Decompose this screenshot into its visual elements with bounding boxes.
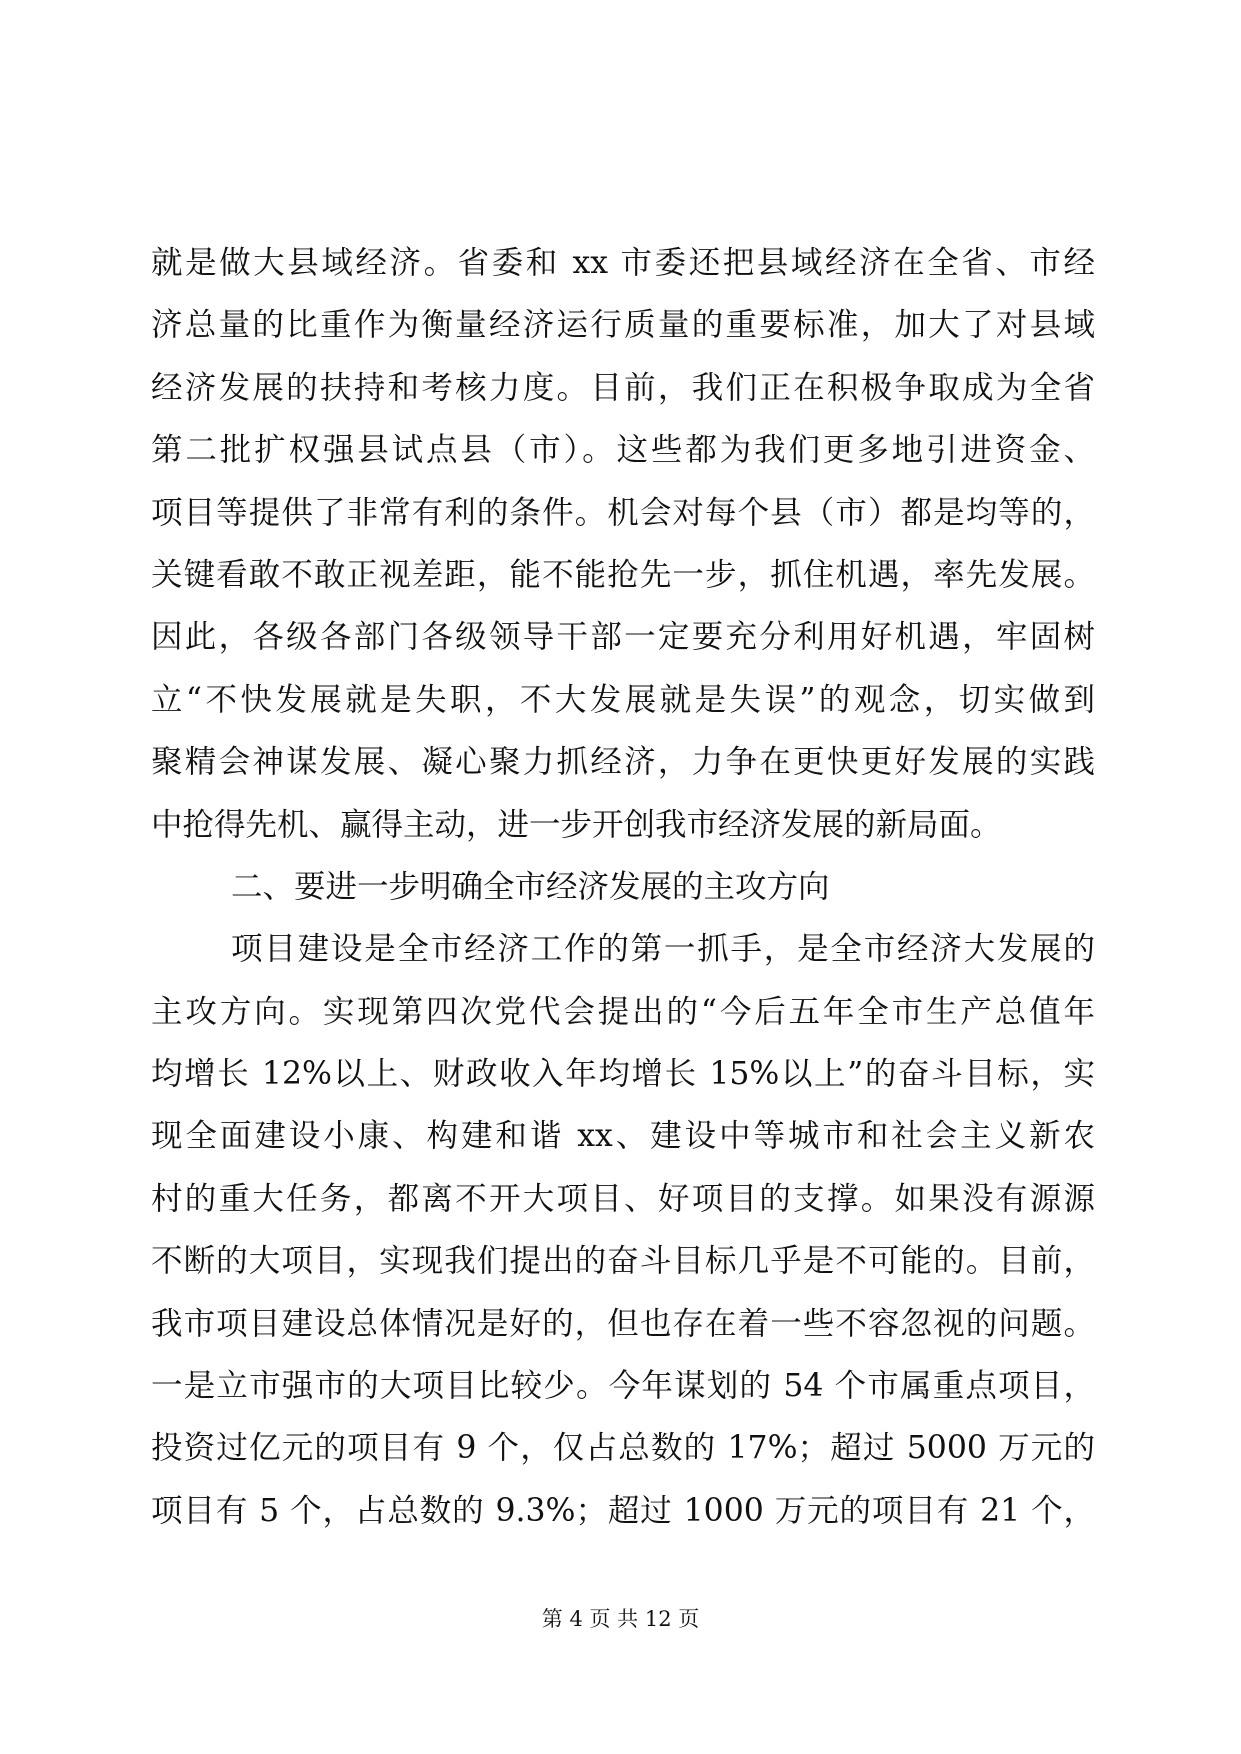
text-line: 我市项目建设总体情况是好的，但也存在着一些不容忽视的问题。 <box>151 1305 1095 1342</box>
text-line: 聚精会神谋发展、凝心聚力抓经济，力争在更快更好发展的实践 <box>151 744 1095 781</box>
document-body <box>151 232 1095 1542</box>
text-line: 不断的大项目，实现我们提出的奋斗目标几乎是不可能的。目前， <box>151 1243 1095 1280</box>
text-line: 项目等提供了非常有利的条件。机会对每个县（市）都是均等的， <box>151 494 1095 531</box>
text-line: 现全面建设小康、构建和谐 xx、建设中等城市和社会主义新农 <box>151 1118 1095 1155</box>
text-line: 项目有 5 个，占总数的 9.3%；超过 1000 万元的项目有 21 个， <box>151 1492 1095 1529</box>
text-line: 因此，各级各部门各级领导干部一定要充分利用好机遇，牢固树 <box>151 619 1095 656</box>
text-line: 项目建设是全市经济工作的第一抓手，是全市经济大发展的 <box>231 931 1095 968</box>
text-line: 经济发展的扶持和考核力度。目前，我们正在积极争取成为全省 <box>151 369 1095 406</box>
text-line: 关键看敢不敢正视差距，能不能抢先一步，抓住机遇，率先发展。 <box>151 556 1095 593</box>
text-line: 均增长 12%以上、财政收入年均增长 15%以上”的奋斗目标，实 <box>151 1056 1095 1093</box>
text-line: 村的重大任务，都离不开大项目、好项目的支撑。如果没有源源 <box>151 1180 1095 1217</box>
text-line: 第二批扩权强县试点县（市）。这些都为我们更多地引进资金、 <box>151 432 1095 469</box>
text-line: 投资过亿元的项目有 9 个，仅占总数的 17%；超过 5000 万元的 <box>151 1430 1095 1467</box>
text-line: 中抢得先机、赢得主动，进一步开创我市经济发展的新局面。 <box>151 806 1002 843</box>
section-heading: 二、要进一步明确全市经济发展的主攻方向 <box>231 868 830 905</box>
text-line: 一是立市强市的大项目比较少。今年谋划的 54 个市属重点项目， <box>151 1368 1095 1405</box>
text-line: 主攻方向。实现第四次党代会提出的“今后五年全市生产总值年 <box>151 993 1095 1030</box>
page-footer: 第 4 页 共 12 页 <box>541 1607 700 1631</box>
text-line: 就是做大县域经济。省委和 xx 市委还把县域经济在全省、市经 <box>151 245 1095 281</box>
text-line: 立“不快发展就是失职，不大发展就是失误”的观念，切实做到 <box>151 681 1095 718</box>
text-line: 济总量的比重作为衡量经济运行质量的重要标准，加大了对县域 <box>151 307 1095 344</box>
